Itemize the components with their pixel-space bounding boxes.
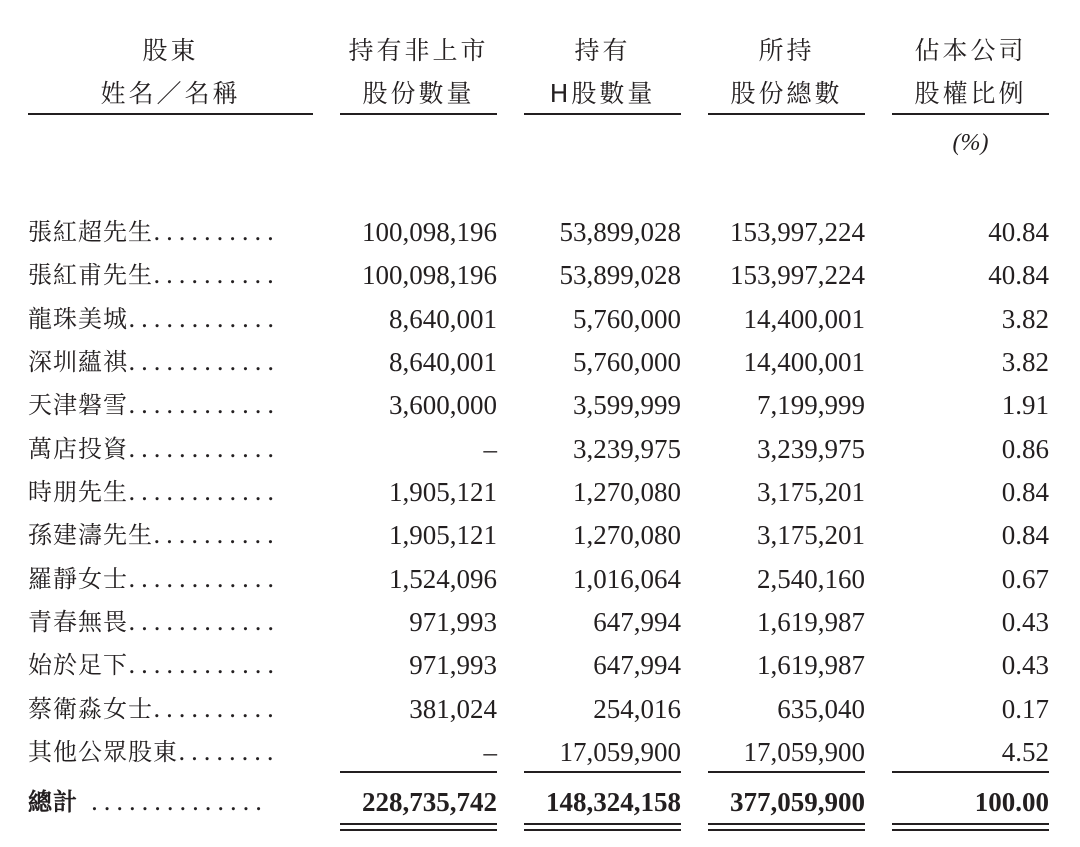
total-shares-cell: 153,997,224	[730, 260, 865, 290]
shareholder-name-cell	[28, 561, 303, 604]
total-shares-cell: 2,540,160	[757, 564, 865, 594]
header-unlisted-line2: 股份數量	[362, 79, 475, 108]
table-row	[0, 474, 1080, 517]
double-rule-h-shares-bottom	[524, 829, 681, 831]
header-percentage-line1: 佔本公司	[914, 36, 1027, 65]
total-shares-cell: 153,997,224	[730, 217, 865, 247]
shareholder-name-cell	[28, 517, 303, 560]
shareholder-name: 蔡衛淼女士	[28, 695, 153, 723]
percentage-cell: 0.84	[1001, 520, 1049, 550]
subtotal-rule-h-shares	[524, 771, 681, 773]
leader-dots: ..........	[153, 218, 280, 246]
shareholder-name: 龍珠美城	[28, 305, 128, 333]
h-shares-cell: 3,599,999	[573, 390, 681, 420]
total-h-shares: 148,324,158	[546, 787, 681, 817]
h-shares-cell: 1,270,080	[573, 520, 681, 550]
percentage-cell: 0.84	[1001, 477, 1049, 507]
header-shareholder-line1: 股東	[142, 36, 199, 65]
shareholder-name-cell	[28, 474, 303, 517]
double-rule-total-top	[708, 823, 865, 825]
total-shares-cell: 1,619,987	[757, 607, 865, 637]
shareholder-name-cell	[28, 344, 303, 387]
h-shares-cell: 53,899,028	[559, 260, 681, 290]
unlisted-shares-cell: 8,640,001	[389, 347, 497, 377]
h-shares-cell: 5,760,000	[573, 304, 681, 334]
double-rule-unlisted-top	[340, 823, 497, 825]
unlisted-shares-cell: 1,524,096	[389, 564, 497, 594]
total-total-shares: 377,059,900	[730, 787, 865, 817]
unlisted-shares-cell: –	[483, 434, 497, 464]
shareholder-name-cell	[28, 387, 303, 430]
table-row	[0, 301, 1080, 344]
percentage-cell: 4.52	[1001, 737, 1049, 767]
shareholder-name-cell	[28, 691, 303, 734]
double-rule-percentage-bottom	[892, 829, 1049, 831]
leader-dots: ............	[128, 478, 280, 506]
h-shares-cell: 17,059,900	[559, 737, 681, 767]
shareholder-name: 萬店投資	[28, 435, 128, 463]
shareholder-name-cell	[28, 647, 303, 690]
leader-dots: ..........	[153, 261, 280, 289]
table-row	[0, 257, 1080, 300]
total-shares-cell: 3,239,975	[757, 434, 865, 464]
total-shares-cell: 635,040	[777, 694, 865, 724]
total-percentage: 100.00	[974, 787, 1049, 817]
total-shares-cell: 7,199,999	[757, 390, 865, 420]
double-rule-total-bottom	[708, 829, 865, 831]
total-shares-cell: 14,400,001	[743, 347, 865, 377]
header-shareholder	[28, 34, 313, 111]
header-unlisted-line1: 持有非上市	[348, 36, 489, 65]
shareholder-name-cell	[28, 214, 303, 257]
unlisted-shares-cell: 381,024	[409, 694, 497, 724]
header-total-shares	[708, 34, 865, 111]
subtotal-rule-unlisted	[340, 771, 497, 773]
unlisted-shares-cell: 971,993	[409, 650, 497, 680]
table-row	[0, 344, 1080, 387]
header-percentage-line2: 股權比例	[914, 79, 1027, 108]
header-rule-shareholder	[28, 113, 313, 115]
table-row	[0, 214, 1080, 257]
double-rule-unlisted-bottom	[340, 829, 497, 831]
table-row	[0, 561, 1080, 604]
percentage-cell: 40.84	[988, 217, 1049, 247]
shareholder-name: 孫建濤先生	[28, 521, 153, 549]
table-row	[0, 517, 1080, 560]
leader-dots: ............	[128, 608, 280, 636]
double-rule-h-shares-top	[524, 823, 681, 825]
percentage-cell: 0.43	[1001, 650, 1049, 680]
total-shares-cell: 3,175,201	[757, 520, 865, 550]
leader-dots: ............	[128, 348, 280, 376]
total-shares-cell: 1,619,987	[757, 650, 865, 680]
shareholder-name-cell	[28, 734, 303, 777]
shareholder-name: 時朋先生	[28, 478, 128, 506]
shareholder-name: 張紅甫先生	[28, 261, 153, 289]
total-unlisted-shares: 228,735,742	[362, 787, 497, 817]
unlisted-shares-cell: 1,905,121	[389, 520, 497, 550]
header-h-shares-line1: 持有	[574, 36, 631, 65]
shareholder-name: 青春無畏	[28, 608, 128, 636]
shareholder-name: 始於足下	[28, 651, 128, 679]
table-row	[0, 691, 1080, 734]
leader-dots: ............	[128, 435, 280, 463]
unlisted-shares-cell: 3,600,000	[389, 390, 497, 420]
shareholder-name-cell	[28, 257, 303, 300]
header-rule-h-shares	[524, 113, 681, 115]
unlisted-shares-cell: 100,098,196	[362, 260, 497, 290]
leader-dots: ........	[178, 738, 280, 766]
h-shares-cell: 5,760,000	[573, 347, 681, 377]
h-shares-cell: 53,899,028	[559, 217, 681, 247]
table-row	[0, 431, 1080, 474]
h-shares-cell: 1,016,064	[573, 564, 681, 594]
table-row	[0, 387, 1080, 430]
total-label-cell	[28, 784, 303, 827]
leader-dots: ............	[128, 391, 280, 419]
table-row	[0, 647, 1080, 690]
shareholder-name: 張紅超先生	[28, 218, 153, 246]
shareholder-name: 其他公眾股東	[28, 738, 178, 766]
total-shares-cell: 17,059,900	[743, 737, 865, 767]
percentage-cell: 0.67	[1001, 564, 1049, 594]
header-rule-percentage	[892, 113, 1049, 115]
percentage-cell: 0.43	[1001, 607, 1049, 637]
shareholder-name-cell	[28, 604, 303, 647]
shareholder-name-cell	[28, 301, 303, 344]
unlisted-shares-cell: 8,640,001	[389, 304, 497, 334]
h-shares-cell: 3,239,975	[573, 434, 681, 464]
percentage-cell: 40.84	[988, 260, 1049, 290]
percentage-cell: 0.86	[1001, 434, 1049, 464]
total-label: 總計	[28, 788, 78, 816]
unlisted-shares-cell: 100,098,196	[362, 217, 497, 247]
leader-dots: ............	[128, 565, 280, 593]
percentage-cell: 0.17	[1001, 694, 1049, 724]
leader-dots: ..............	[78, 788, 268, 816]
total-row	[0, 784, 1080, 827]
leader-dots: ............	[128, 651, 280, 679]
leader-dots: ............	[128, 305, 280, 333]
header-h-shares	[524, 34, 681, 111]
total-shares-cell: 14,400,001	[743, 304, 865, 334]
shareholder-name-cell	[28, 431, 303, 474]
header-percentage	[892, 34, 1049, 111]
leader-dots: ..........	[153, 695, 280, 723]
shareholder-name: 深圳蘊祺	[28, 348, 128, 376]
h-shares-cell: 254,016	[593, 694, 681, 724]
h-shares-cell: 647,994	[593, 650, 681, 680]
header-h-shares-line2: H股數量	[549, 79, 656, 108]
total-shares-cell: 3,175,201	[757, 477, 865, 507]
h-shares-cell: 1,270,080	[573, 477, 681, 507]
header-total-shares-line2: 股份總數	[730, 79, 843, 108]
unlisted-shares-cell: 1,905,121	[389, 477, 497, 507]
subtotal-rule-percentage	[892, 771, 1049, 773]
double-rule-percentage-top	[892, 823, 1049, 825]
header-shareholder-line2: 姓名／名稱	[100, 79, 241, 108]
header-unlisted-shares	[340, 34, 497, 111]
percent-unit-label: (%)	[952, 130, 989, 156]
shareholder-name: 天津磐雪	[28, 391, 128, 419]
percentage-cell: 1.91	[1001, 390, 1049, 420]
subtotal-rule-total	[708, 771, 865, 773]
unlisted-shares-cell: –	[483, 737, 497, 767]
table-row	[0, 604, 1080, 647]
header-total-shares-line1: 所持	[758, 36, 815, 65]
leader-dots: ..........	[153, 521, 280, 549]
percentage-cell: 3.82	[1001, 304, 1049, 334]
shareholder-name: 羅靜女士	[28, 565, 128, 593]
unlisted-shares-cell: 971,993	[409, 607, 497, 637]
header-rule-total	[708, 113, 865, 115]
percentage-cell: 3.82	[1001, 347, 1049, 377]
header-rule-unlisted	[340, 113, 497, 115]
h-shares-cell: 647,994	[593, 607, 681, 637]
